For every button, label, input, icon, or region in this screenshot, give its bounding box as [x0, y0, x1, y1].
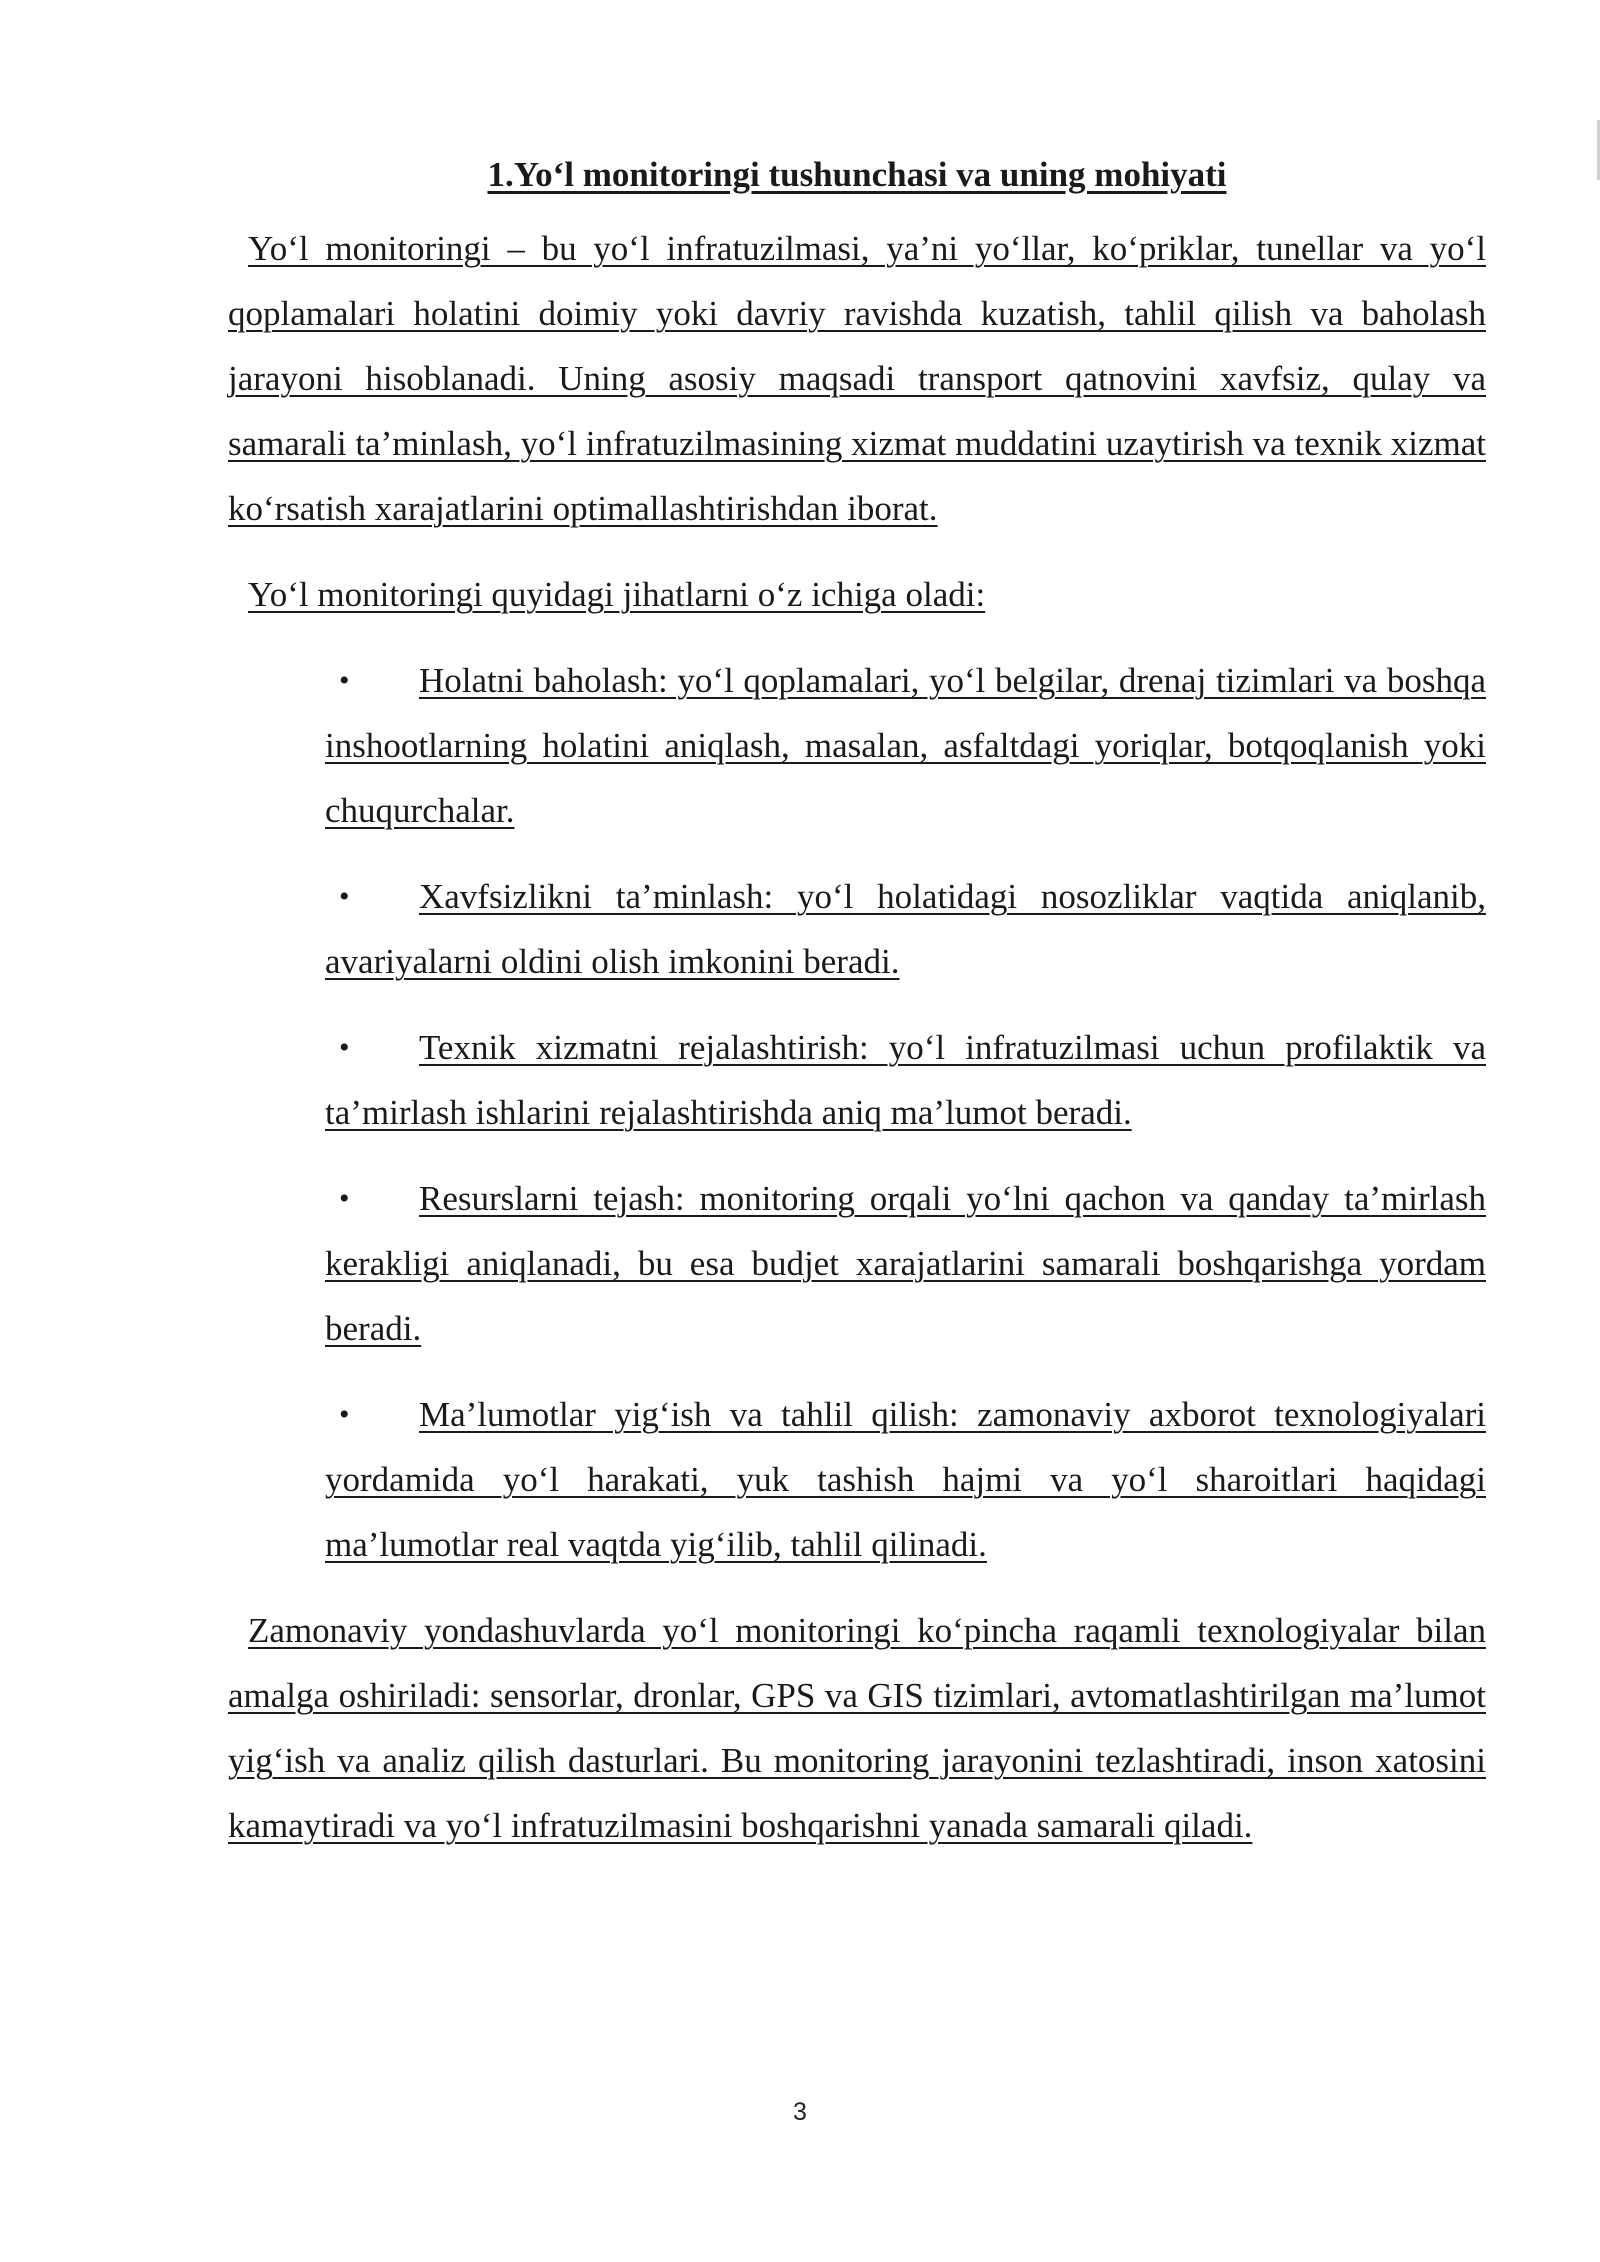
bullet-icon: • — [339, 664, 350, 697]
bullet-icon: • — [339, 1031, 350, 1064]
paragraph-modern-approaches — [228, 1598, 1486, 1858]
list-item-text: Resurslarni tejash: monitoring orqali yo‘lni qachon va qanday ta’mirlash kerakligi aniqlanadi, bu esa budjet xarajatlarini samarali boshqarishga yordam beradi. — [325, 1179, 1486, 1348]
paragraph-modern-approaches-text: Zamonaviy yondashuvlarda yo‘l monitoringi ko‘pincha raqamli texnologiyalar bilan amalga oshiriladi: sensorlar, dronlar, GPS va GIS tizimlari, avtomatlashtirilgan ma’lumot yig‘ish va analiz qilish dasturlari. Bu monitoring jarayonini tezlashtiradi, inson xatosini kamaytiradi va yo‘l infratuzilmasini boshqarishni yanada samarali qiladi. — [228, 1611, 1486, 1845]
aspects-list — [228, 648, 1486, 1577]
list-item — [325, 1015, 1486, 1145]
list-item — [325, 864, 1486, 994]
document-page — [228, 150, 1486, 1879]
bullet-icon: • — [339, 1398, 350, 1431]
page-number: 3 — [793, 2098, 807, 2126]
bullet-icon: • — [339, 1182, 350, 1215]
list-item — [325, 648, 1486, 843]
bullet-icon: • — [339, 880, 350, 913]
paragraph-definition-text: Yo‘l monitoringi – bu yo‘l infratuzilmasi, ya’ni yo‘llar, ko‘priklar, tunellar va yo‘l qoplamalari holatini doimiy yoki davriy ravishda kuzatish, tahlil qilish va baholash jarayoni hisoblanadi. Uning asosiy maqsadi transport qatnovini xavfsiz, qulay va samarali ta’minlash, yo‘l infratuzilmasining xizmat muddatini uzaytirish va texnik xizmat ko‘rsatish xarajatlarini optimallashtirishdan iborat. — [228, 229, 1486, 528]
list-item-text: Xavfsizlikni ta’minlash: yo‘l holatidagi nosozliklar vaqtida aniqlanib, avariyalarni oldini olish imkonini beradi. — [325, 877, 1486, 981]
list-item — [325, 1166, 1486, 1361]
paragraph-definition — [228, 216, 1486, 541]
list-item-text: Texnik xizmatni rejalashtirish: yo‘l infratuzilmasi uchun profilaktik va ta’mirlash ishlarini rejalashtirishda aniq ma’lumot beradi. — [325, 1028, 1486, 1132]
list-item — [325, 1382, 1486, 1577]
list-item-text: Ma’lumotlar yig‘ish va tahlil qilish: zamonaviy axborot texnologiyalari yordamida yo‘l harakati, yuk tashish hajmi va yo‘l sharoitlari haqidagi ma’lumotlar real vaqtda yig‘ilib, tahlil qilinadi. — [325, 1395, 1486, 1564]
list-item-text: Holatni baholash: yo‘l qoplamalari, yo‘l belgilar, drenaj tizimlari va boshqa inshootlarning holatini aniqlash, masalan, asfaltdagi yoriqlar, botqoqlanish yoki chuqurchalar. — [325, 661, 1486, 830]
section-title: 1.Yo‘l monitoringi tushunchasi va uning mohiyati — [487, 155, 1227, 194]
list-intro — [228, 562, 1486, 627]
list-intro-text: Yo‘l monitoringi quyidagi jihatlarni o‘z ichiga oladi: — [248, 575, 986, 614]
